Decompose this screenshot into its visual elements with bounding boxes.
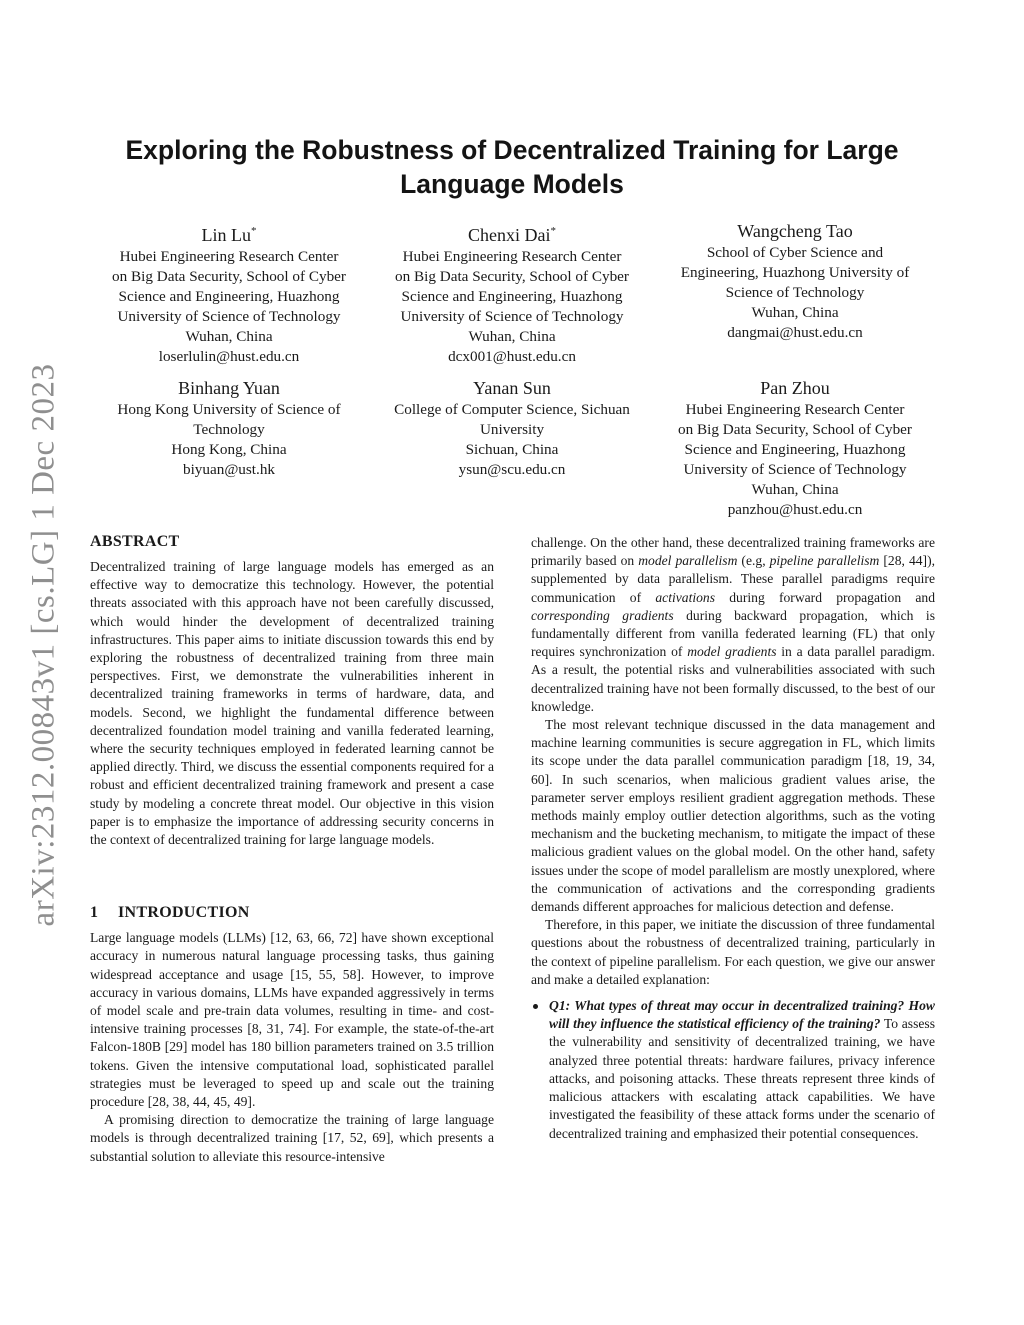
question-heading: Q1: What types of threat may occur in decentralized training? How will they influence the statistical efficiency of the training? <box>549 998 935 1032</box>
intro-paragraph-1: Large language models (LLMs) [12, 63, 66, 72] have shown exceptional accuracy in numerous natural language processing tasks, thus gaining widespread acceptance and usage [15, 55, 58]. However, to improve accuracy in various domains, LLMs have expanded aggressively in terms of model scale and pre-train data volumes, resulting in time- and cost-intensive training processes [8, 31, 74]. For example, the state-of-the-art Falcon-180B [29] model has 180 billion parameters trained on 3.5 trillion tokens. Given the intensive computational load, sophisticated parallel strategies must be leveraged to speed up and scale out the training procedure [28, 38, 44, 45, 49]. <box>90 930 494 1110</box>
author-affiliation: Technology <box>193 421 265 438</box>
author-name: Wangcheng Tao <box>737 221 853 241</box>
author-location: Sichuan, China <box>465 441 559 458</box>
author-affiliation: Science of Technology <box>725 284 865 301</box>
author-location: Wuhan, China <box>751 304 839 321</box>
author-email[interactable]: dcx001@hust.edu.cn <box>448 348 576 365</box>
author-location: Wuhan, China <box>185 328 273 345</box>
author-affiliation: Hubei Engineering Research Center <box>119 248 339 265</box>
author-block <box>90 376 368 520</box>
author-location: Wuhan, China <box>751 481 839 498</box>
author-row-1 <box>90 219 934 367</box>
author-affiliation: University of Science of Technology <box>117 308 341 325</box>
author-name: Binhang Yuan <box>178 378 280 398</box>
author-affiliation: University of Science of Technology <box>400 308 624 325</box>
intro-paragraph-2: A promising direction to democratize the training of large language models is through decentralized training [17, 52, 69], which presents a substantial solution to alleviate this resource-intensive <box>90 1112 494 1164</box>
author-name: Yanan Sun <box>473 378 551 398</box>
author-email[interactable]: loserlulin@hust.edu.cn <box>158 348 300 365</box>
paper-title: Exploring the Robustness of Decentralized Training for Large Language Models <box>125 135 899 199</box>
author-email[interactable]: biyuan@ust.hk <box>182 461 276 478</box>
section-number: 1 <box>90 904 99 922</box>
author-block <box>90 219 368 367</box>
author-name: Chenxi Dai* <box>468 225 556 245</box>
question-text: To assess the vulnerability and sensitivity of decentralized training, we have analyzed three potential threats: hardware failures, privacy inference attacks, and poisoning attacks. These threats represent three kinds of malicious attackers with escalating attack capabilities. We have investigated the feasibility of these attack forms under the scenario of decentralized training and emphasized their potential consequences. <box>549 1016 935 1141</box>
author-affiliation: College of Computer Science, Sichuan <box>394 401 630 418</box>
author-affiliation: University <box>479 421 545 438</box>
left-column <box>90 532 494 1166</box>
question-list <box>531 997 935 1143</box>
author-block <box>373 219 651 367</box>
author-email[interactable]: panzhou@hust.edu.cn <box>727 501 863 518</box>
list-item <box>531 997 935 1143</box>
right-paragraph-2: The most relevant technique discussed in the data management and machine learning communities is secure aggregation in FL, which limits its scope under the data parallel communication paradigm [18, 19, 34, 60]. In such scenarios, when malicious gradient values arise, the parameter server employs resilient gradient aggregation methods. These methods mainly employ outlier detection algorithms, such as the voting mechanism and the bucketing mechanism, to mitigate the impact of these malicious gradient values on the global model. On the other hand, safety issues under the scope of model parallelism are mostly unexplored, where the communication of activations and the corresponding gradients demands different approaches for malicious detection and defense. <box>531 717 935 915</box>
author-affiliation: Hubei Engineering Research Center <box>685 401 905 418</box>
author-affiliation: Hubei Engineering Research Center <box>402 248 622 265</box>
right-paragraph-3: Therefore, in this paper, we initiate the discussion of three fundamental questions about the robustness of decentralized training, particularly in the context of pipeline parallelism. For each question, we give our answer and make a detailed explanation: <box>531 917 935 987</box>
author-name: Lin Lu* <box>201 225 257 245</box>
author-name: Pan Zhou <box>760 378 830 398</box>
author-affiliation: Science and Engineering, Huazhong <box>401 288 623 305</box>
right-paragraph-1: challenge. On the other hand, these decentralized training frameworks are primarily based on model parallelism (e.g, pipeline parallelism [28, 44]), supplemented by data parallelism. These parallel paradigms require communication of activations during forward propagation and corresponding gradients during backward propagation, which is fundamentally different from vanilla federated learning (FL) that only requires synchronization of model gradients in a data parallel paradigm. As a result, the potential risks and vulnerabilities associated with such decentralized training have not been formally discussed, to the best of our knowledge. <box>531 535 936 714</box>
author-affiliation: Science and Engineering, Huazhong <box>118 288 340 305</box>
author-row-2 <box>90 376 934 520</box>
author-email[interactable]: dangmai@hust.edu.cn <box>727 324 863 341</box>
author-affiliation: on Big Data Security, School of Cyber <box>112 268 346 285</box>
introduction-heading <box>90 903 494 923</box>
author-affiliation: Engineering, Huazhong University of <box>680 264 910 281</box>
author-block <box>373 376 651 520</box>
author-affiliation: University of Science of Technology <box>683 461 907 478</box>
section-title: INTRODUCTION <box>118 904 250 922</box>
arxiv-identifier-stamp[interactable]: arXiv:2312.00843v1 [cs.LG] 1 Dec 2023 <box>25 363 62 927</box>
author-block <box>656 376 934 520</box>
author-email[interactable]: ysun@scu.edu.cn <box>458 461 566 478</box>
abstract-heading: ABSTRACT <box>90 533 180 550</box>
author-block <box>656 219 934 367</box>
author-affiliation: on Big Data Security, School of Cyber <box>395 268 629 285</box>
author-location: Wuhan, China <box>468 328 556 345</box>
author-affiliation: on Big Data Security, School of Cyber <box>678 421 912 438</box>
bullet-icon <box>533 1004 538 1009</box>
author-affiliation: Science and Engineering, Huazhong <box>684 441 906 458</box>
abstract-text: Decentralized training of large language models has emerged as an effective way to democratize this technology. However, the potential threats associated with this approach have not been carefully discussed, which would hinder the development of decentralized training infrastructures. This paper aims to initiate discussion towards this end by exploring the robustness of decentralized training from three main perspectives. First, we demonstrate the vulnerabilities inherent in decentralized training frameworks in terms of hardware, data, and models. Second, we highlight the fundamental difference between decentralized foundation model training and vanilla federated learning, where the security techniques employed in federated learning cannot be applied directly. Third, we discuss the essential components required for a robust and efficient decentralized training framework and present a case study by modeling a concrete threat model. Our objective in this vision paper is to emphasize the importance of addressing security concerns in the context of decentralized training for large language models. <box>90 559 494 848</box>
right-column <box>531 534 935 1143</box>
author-location: Hong Kong, China <box>171 441 287 458</box>
author-affiliation: School of Cyber Science and <box>706 244 884 261</box>
author-affiliation: Hong Kong University of Science of <box>117 401 341 418</box>
